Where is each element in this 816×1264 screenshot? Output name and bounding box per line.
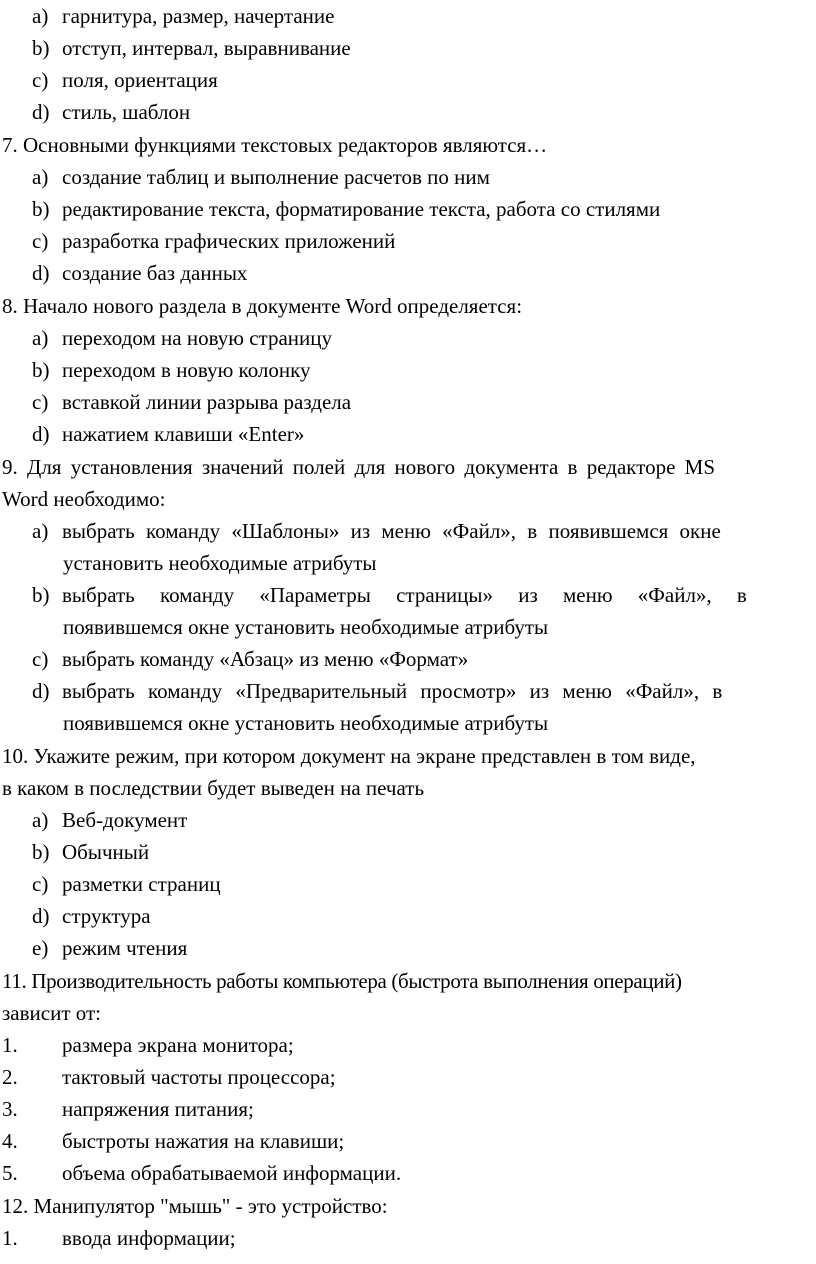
list-item [32,193,660,225]
option-text: объема обрабатываемой информации. [62,1161,402,1185]
option-text: нажатием клавиши «Enter» [62,422,305,446]
list-item [32,579,747,611]
option-text: выбрать команду «Параметры страницы» из меню «Файл», в [62,583,747,607]
option-marker: d) [32,261,50,285]
option-marker: a) [32,519,49,543]
option-marker: a) [32,165,49,189]
list-item [32,64,218,96]
list-item [32,0,334,32]
question-10-line-1: 10. Укажите режим, при котором документ на экране представлен в том виде, [2,744,696,768]
option-text: Веб-документ [62,808,188,832]
option-marker: b) [32,840,50,864]
list-item [32,418,304,450]
question-12: 12. Манипулятор "мышь" - это устройство: [2,1194,388,1218]
option-text: переходом на новую страницу [62,326,332,350]
option-text: выбрать команду «Абзац» из меню «Формат» [62,647,469,671]
list-item [32,643,468,675]
option-marker: 5. [2,1161,18,1185]
list-item [32,354,311,386]
option-marker: 2. [2,1065,18,1089]
question-11-line-1: 11. Производительность работы компьютера (быстрота выполнения операций) [2,969,682,993]
option-text-continued: установить необходимые атрибуты [63,551,377,575]
list-item [32,225,395,257]
option-marker: b) [32,358,50,382]
question-11-line-2: зависит от: [2,1001,101,1025]
option-text: структура [62,904,151,928]
option-text: быстроты нажатия на клавиши; [62,1129,345,1153]
option-text: разработка графических приложений [62,229,396,253]
option-text: тактовый частоты процессора; [62,1065,336,1089]
list-item [32,932,187,964]
option-marker: b) [32,197,50,221]
option-text: переходом в новую колонку [62,358,311,382]
option-text: разметки страниц [62,872,221,896]
option-text-continued: появившемся окне установить необходимые атрибуты [63,711,549,735]
option-text: гарнитура, размер, начертание [62,4,335,28]
question-8: 8. Начало нового раздела в документе Word определяется: [2,294,523,318]
option-marker: d) [32,422,50,446]
option-marker: e) [32,936,49,960]
list-item [2,1029,294,1061]
option-marker: d) [32,904,50,928]
list-item [2,1222,236,1254]
option-text: ввода информации; [62,1226,236,1250]
list-item [32,257,247,289]
option-text: выбрать команду «Шаблоны» из меню «Файл», в появившемся окне [62,519,721,543]
option-text: выбрать команду «Предварительный просмотр» из меню «Файл», в [62,679,723,703]
option-marker: a) [32,808,49,832]
question-7: 7. Основными функциями текстовых редакторов являются… [2,133,548,157]
question-9-line-2: Word необходимо: [2,487,166,511]
list-item [32,900,151,932]
option-text: режим чтения [62,936,188,960]
list-item [2,1093,254,1125]
option-marker: c) [32,229,49,253]
option-marker: c) [32,390,49,414]
list-item [32,32,351,64]
option-text: вставкой линии разрыва раздела [62,390,352,414]
list-item [32,515,721,547]
question-9-line-1: 9. Для установления значений полей для нового документа в редакторе MS [2,455,716,479]
option-marker: 4. [2,1129,18,1153]
option-marker: d) [32,100,50,124]
option-marker: c) [32,872,49,896]
option-marker: c) [32,68,49,92]
option-text: редактирование текста, форматирование текста, работа со стилями [62,197,661,221]
option-marker: c) [32,647,49,671]
option-text: поля, ориентация [62,68,218,92]
option-text-continued: появившемся окне установить необходимые атрибуты [63,615,549,639]
list-item [32,675,722,707]
option-text: стиль, шаблон [62,100,191,124]
option-marker: a) [32,326,49,350]
list-item [32,804,187,836]
option-marker: a) [32,4,49,28]
option-text: создание таблиц и выполнение расчетов по ним [62,165,490,189]
list-item [32,868,221,900]
list-item [32,836,149,868]
option-text: напряжения питания; [62,1097,254,1121]
list-item [32,322,332,354]
option-marker: 1. [2,1033,18,1057]
question-10-line-2: в каком в последствии будет выведен на печать [2,776,425,800]
option-text: размера экрана монитора; [62,1033,294,1057]
list-item [32,96,190,128]
list-item [2,1125,344,1157]
list-item [32,386,351,418]
option-text: Обычный [62,840,150,864]
option-text: создание баз данных [62,261,248,285]
option-marker: b) [32,583,50,607]
list-item [32,161,490,193]
option-text: отступ, интервал, выравнивание [62,36,351,60]
list-item [2,1061,336,1093]
option-marker: 1. [2,1226,18,1250]
option-marker: 3. [2,1097,18,1121]
option-marker: d) [32,679,50,703]
list-item [2,1157,401,1189]
option-marker: b) [32,36,50,60]
